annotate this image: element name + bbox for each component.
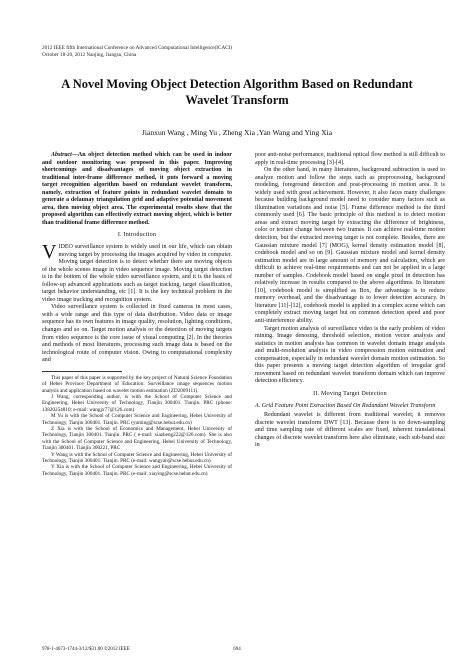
drop-cap: V bbox=[42, 241, 57, 264]
header-line-2: October 18-20, 2012 Nanjing, Jiangsu, China bbox=[42, 52, 137, 58]
abstract-label: Abstract bbox=[51, 152, 72, 158]
copyright-footer: 978-1-4673-1744-3/12/$31.00 ©2012 IEEE bbox=[42, 647, 130, 652]
right-column bbox=[255, 152, 445, 450]
body-paragraph: Target motion analysis of surveillance video is the early problem of video mining. Image denosing, threshold selection, motion vector analysis and statistics in motion analysis has common in wavelet domain image analysis and multi-resolution analysis in video compression motion estimation and compensation, especially in redundant wavelet domain motion estimation. So this paper presents a moving target detection algorithm of irregular grid movement based on redundant wavelet transform domain which can improve detection efficiency. bbox=[255, 325, 445, 385]
intro-paragraph-1-text: IDEO surveillance system is widely used in our life, which can obtain moving target by processing the images acquired by video in computer. Moving target detection is to detect whether there are moving objects of the whole scenes image in video sequence image. Moving target detection is in the bottom of the whole video surveillance system, and it is the basis of follow-up advanced applications such as target tracking, target classification, target behavior understanding, etc [1]. It is the key technical problem in the video image tracking and recognition system. bbox=[42, 244, 232, 303]
body-paragraph: On the other hand, in many literatures, background subtraction is used to analyze motion and follow the steps such as preprocessing, background modeling, foreground detection and post-processing in motion area. It is widely used with great achievement. However, it also faces many challenges because building background model need to consider many factors such as illumination variations and noise [5]. Frame difference method is the third commonly used [6]. The basic principle of this method is to detect motion areas and extract moving target by extracting the difference of brightness, color or texture change between two frames. It can achieve real-time motion detection, but the extracted moving target is not complete. Besides, there are Gaussian mixture model [7] (MOG), kernel density estimation model [8], codebook model and so on [9]. Gaussian mixture model and kernel density estimation model are in large amount of memory and calculation, which are difficult to achieve real-time requirements and can not be applied in a large number of samples. Codebook model based on single pixel in detection has relatively increase in results compared to the above algorithms. In literature [10], codebook model is simplified as Box, the advantage is to reduce memory overhead, and the disadvantage is to lower detection accuracy. In literature [11]-[12], codebook model is applied in a complex scene which can completely extract moving target but on common detection speed and poor anti-interference ability. bbox=[255, 167, 445, 325]
body-paragraph: Redundant wavelet is different from traditional wavelet; it removes discrete wavelet transform DWT [13]. Because there is no down-sampling and time sampling rate of different scales are fixed, inherent translational changes of discrete wavelet transform here also eliminate, each sub-band size in bbox=[255, 412, 445, 449]
body-paragraph: poor anti-noise performance, traditional optical flow method is still difficult to apply in real-time processing [3]-[4]. bbox=[255, 152, 445, 166]
footnote: This paper of this paper is supported by the key project of Natural Science Foundation of Hebei Province Department of Education: Surveillance image sequences motion analysis and application based on wavelet motion estimation (ZD2009111). bbox=[42, 374, 232, 394]
page-number: 694 bbox=[233, 647, 241, 652]
left-column bbox=[42, 152, 232, 477]
subsection-heading: A. Grid Feature Point Extraction Based On Redundant Wavelet Transform bbox=[255, 402, 436, 409]
abstract bbox=[42, 152, 232, 227]
section-heading-introduction: I. Introduction bbox=[117, 232, 157, 239]
section-heading-moving-target-detection: II. Moving Target Detection bbox=[313, 390, 387, 397]
header-line-1: 2012 IEEE fifth International Conference on Advanced Computational Intelligence(ICACI) bbox=[42, 45, 233, 51]
paper-title bbox=[0, 77, 474, 108]
footnote: Y Xia is with the School of Computer Science and Engineering, Hebei University of Technology, Tianjin 300401. Tianjin. PRC (e-mail: xiaying@scse.hebut.edu.cn) bbox=[42, 464, 232, 477]
footnote: Y Wang is with the School of Computer Science and Engineering, Hebei University of Technology, Tianjin 300401. Tianjin. PRC (e-mail: wangyan@scse.hebut.edu.cn) bbox=[42, 451, 232, 465]
abstract-text: —An object detection method which can be used in indoor and outdoor monitoring was proposed in this paper. Improving shortcomings and disadvantages of moving object extraction in traditional inter-frame difference method, it puts forward a moving target recognition algorithm based on redundant wavelet transform, namely, extraction of feature points in redundant wavelet domain to generate a delaunay triangulation grid and adaptive potential movement area, then moving object area. The experimental results show that the proposed algorithm can effectively extract moving object, which is better than traditional frame difference method. bbox=[42, 152, 232, 226]
footnote: M Yu is with the School of Computer Science and Engineering, Hebei University of Technology, Tianjin 300401. Tianjin. PRC (yuming@scse.hebut.edu.cn) bbox=[42, 413, 232, 426]
intro-paragraph-1 bbox=[42, 241, 232, 304]
conference-header bbox=[42, 45, 232, 59]
footnote: Z Xia is with the School of Economics and Management, Hebei University of Technology, Tianjin 300401. Tianjin. PRC ( e-mail: xiazheng222@126.com). She is also with the School of Computer Science and Engineering, Hebei University of Technology, Tianjin 300401. Tianjin 300221, PRC bbox=[42, 426, 232, 452]
intro-paragraph-2: Video surveillance system is collected in fixed cameras in most cases, with a wide range and this type of data distribution. Video data or image sequence has its own features in image quality, resolution, lighting conditions, changes and so on. Target motion analysis or the detection of moving targets from video sequence is the core issue of visual computing [2]. In the theories and methods of most literatures, processing such image data is based on the technological route of computer vision. Owing to computational complexity and bbox=[42, 304, 232, 364]
footnote: J Wang, corresponding author, is with the School of Computer Science and Engineering, Hebei University of Technology, Tianjin 300401. Tianjin. PRC (phone: 13820254810; e-mail: wangjx77@126.com). bbox=[42, 393, 232, 413]
title-line-2: Wavelet Transform bbox=[185, 92, 289, 107]
author-list: Jianxun Wang , Ming Yu , Zheng Xia ,Yan Wang and Ying Xia bbox=[141, 128, 333, 137]
footnote-divider bbox=[42, 371, 122, 372]
title-line-1: A Novel Moving Object Detection Algorithm Based on Redundant bbox=[61, 77, 413, 91]
